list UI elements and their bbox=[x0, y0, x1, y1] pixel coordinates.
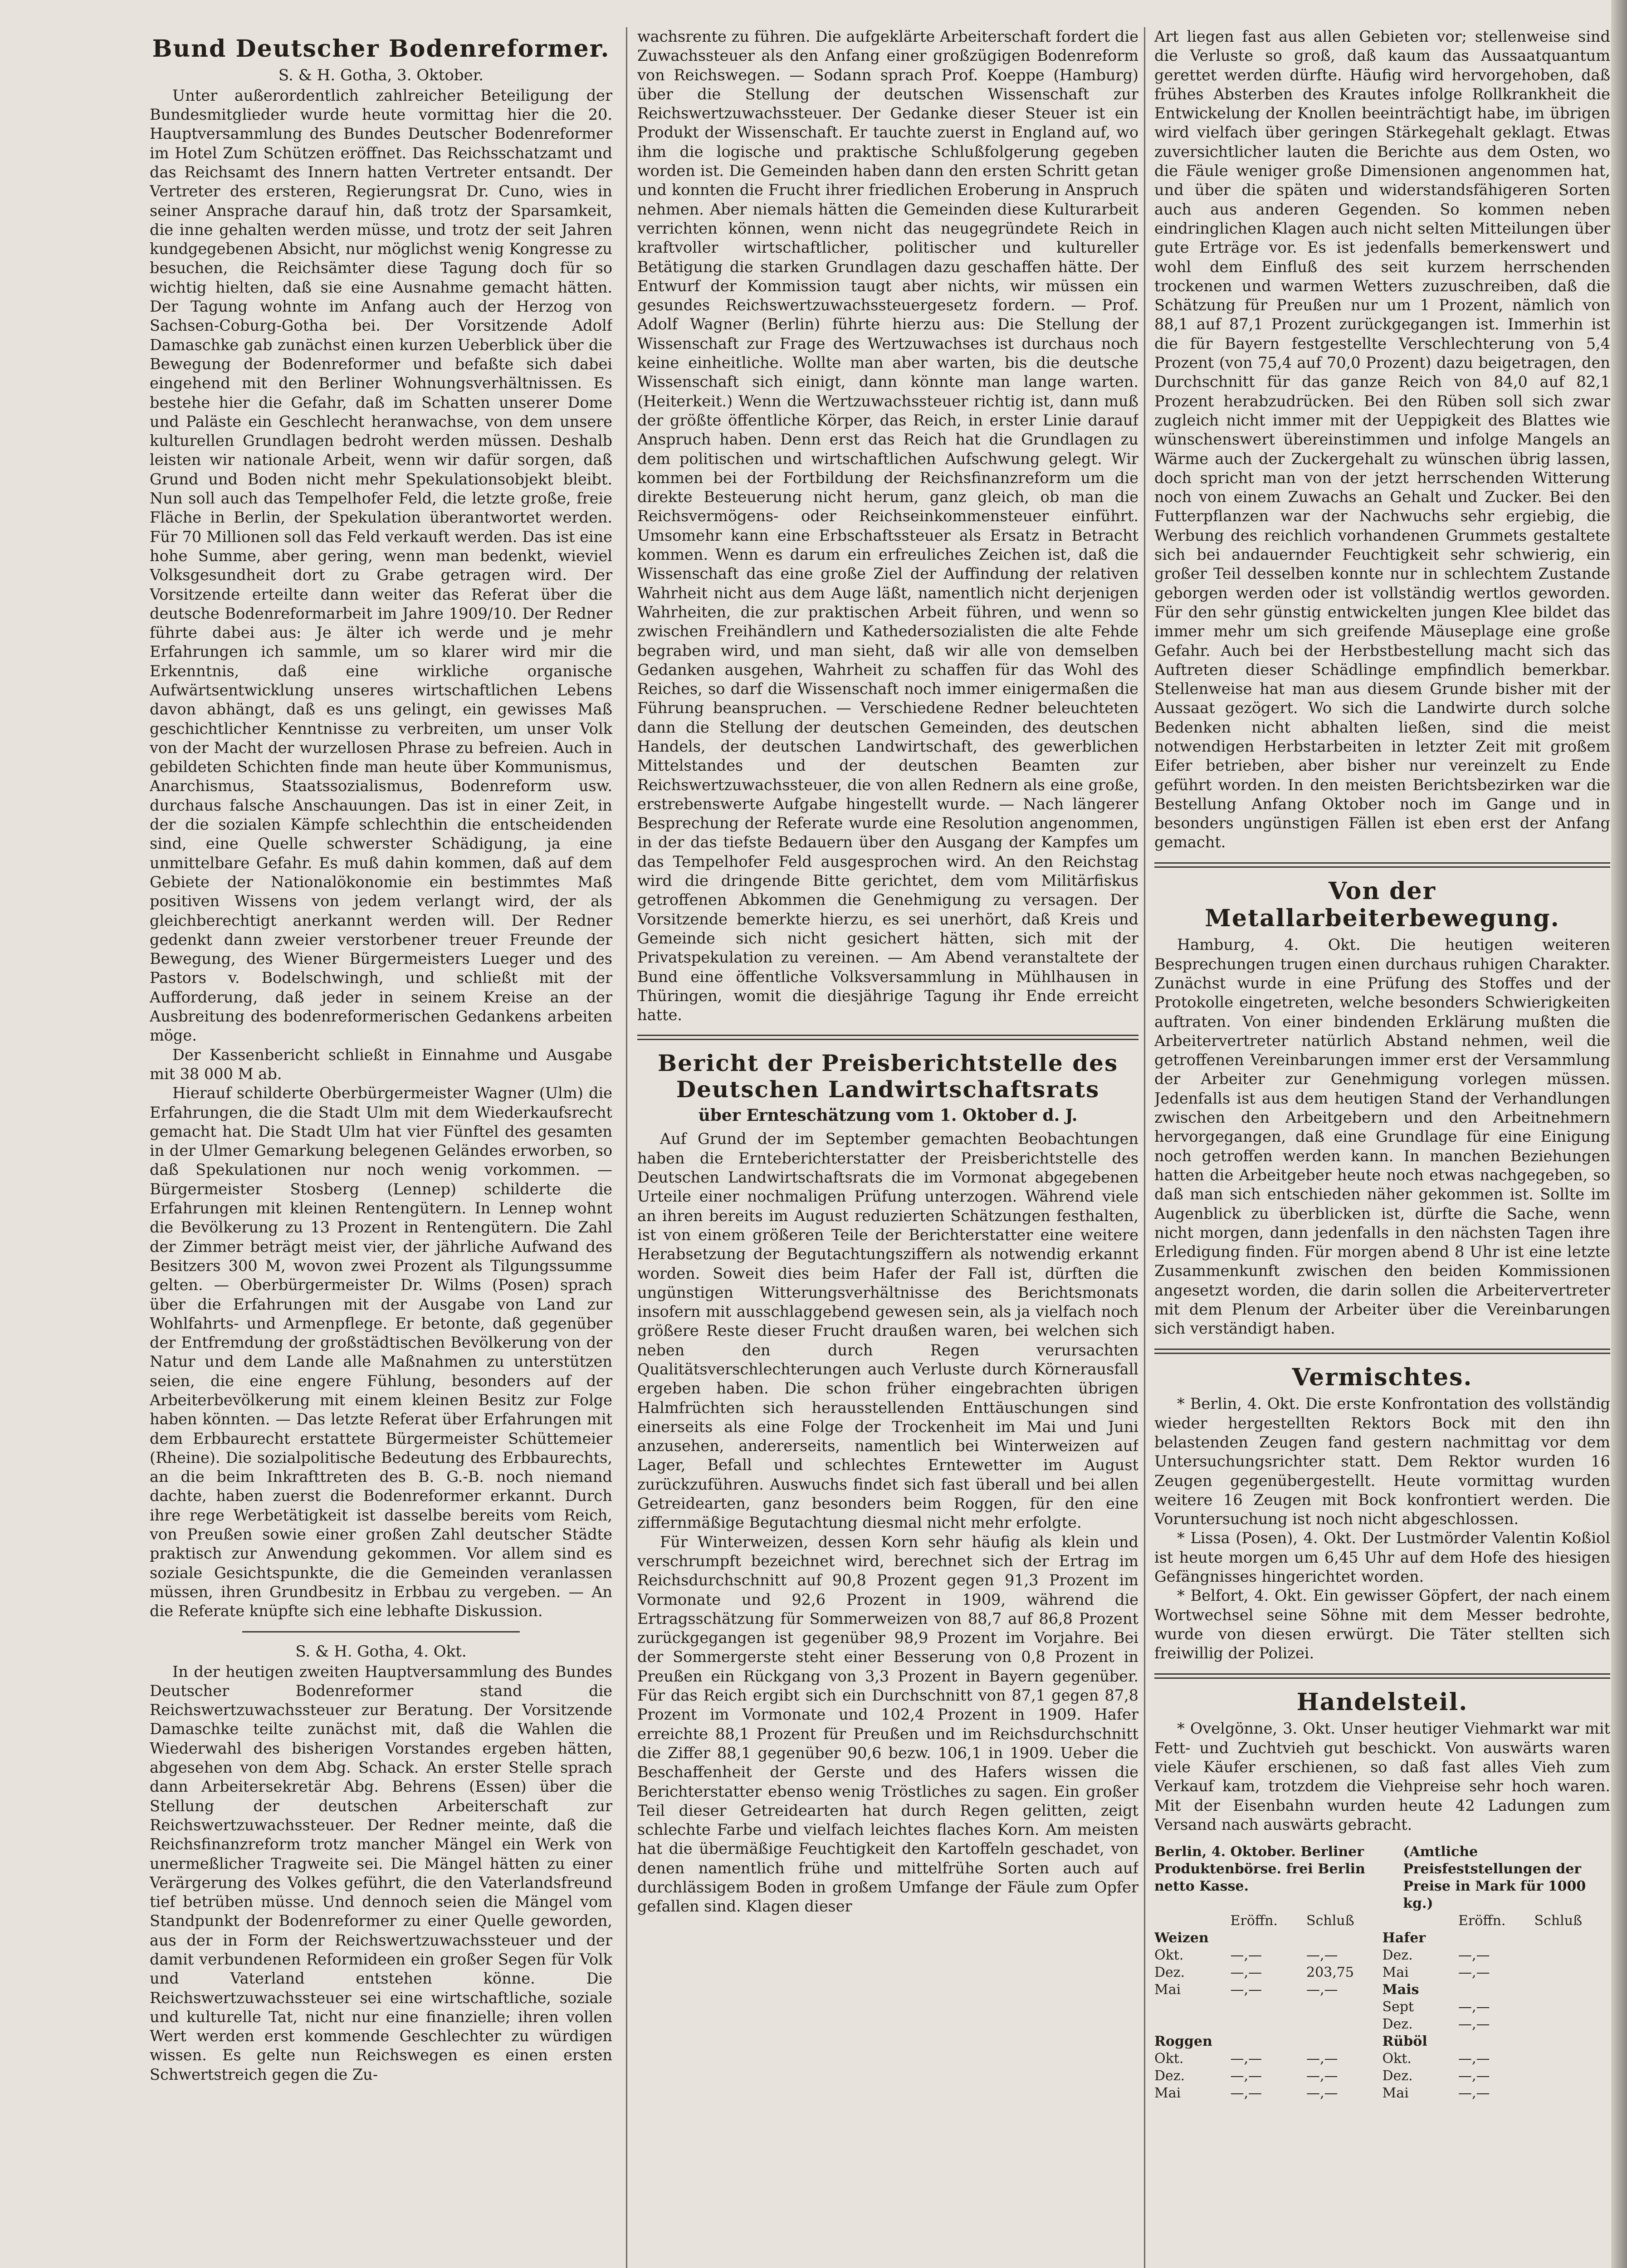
table-row bbox=[1154, 2068, 1610, 2085]
price-cell: —,— bbox=[1230, 1947, 1262, 1964]
month-label: Sept bbox=[1382, 1999, 1414, 2015]
month-label: Mai bbox=[1382, 1965, 1409, 1981]
table-row bbox=[1154, 1947, 1610, 1964]
article-paragraph: Für Winterweizen, dessen Korn sehr häufig als klein und verschrumpft bezeichnet wird, berechnet sich der Ertrag im Reichsdurchschnitt auf 90,8 Prozent gegen 91,3 Prozent im Vormonate und 92,6 Prozent in 1909, während die Ertragsschätzung für Sommerweizen von 88,7 auf 86,8 Prozent zurückgegangen ist gegenüber 98,9 Prozent im Vorjahre. Bei der Sommergerste steht einer Besserung von 0,8 Prozent in Preußen ein Rückgang von 3,3 Prozent in Bayern gegenüber. Für das Reich ergibt sich ein Durchschnitt von 87,1 gegen 87,8 Prozent im Vormonate und 102,4 Prozent in 1909. Hafer erreichte 88,1 Prozent für Preußen und im Reichsdurchschnitt die Ziffer 88,1 gegenüber 90,6 bezw. 106,1 in 1909. Ueber die Beschaffenheit der Gerste und des Hafers wissen die Berichterstatter ebenso wenig Tröstliches zu sagen. Ein großer Teil dieser Getreidearten hat durch Regen gelitten, zeigt schlechte Farbe und vielfach leichtes flaches Korn. Am meisten hat die übermäßige Feuchtigkeit den Kartoffeln geschadet, von denen namentlich frühe und mittelfrühe Sorten auch auf durchlässigem Boden in großem Umfange der Fäule zum Opfer gefallen sind. Klagen dieser bbox=[637, 1533, 1138, 1916]
month-label: Dez. bbox=[1382, 1947, 1413, 1964]
price-cell: —,— bbox=[1306, 2068, 1338, 2084]
month-label: Okt. bbox=[1154, 2051, 1184, 2067]
section-divider bbox=[242, 1631, 520, 1633]
month-label: Mai bbox=[1154, 1982, 1181, 1998]
article-paragraph: Unter außerordentlich zahlreicher Beteiligung der Bundesmitglieder wurde heute vormittag hier die 20. Hauptversammlung des Bundes Deutscher Bodenreformer im Hotel Zum Schützen eröffnet. Das Reichsschatzamt und das Reichsamt des Innern hatten Vertreter entsandt. Der Vertreter des ersteren, Regierungsrat Dr. Cuno, wies in seiner Ansprache darauf hin, daß trotz der Sparsamkeit, die inne gehalten werden müsse, und trotz der seit Jahren kundgegebenen Absicht, nur möglichst wenig Kongresse zu besuchen, die Reichsämter diese Tagung doch für so wichtig hielten, daß sie eine Ausnahme gemacht hätten. Der Tagung wohnte im Anfang auch der Herzog von Sachsen-Coburg-Gotha bei. Der Vorsitzende Adolf Damaschke gab zunächst einen kurzen Ueberblick über die Bewegung der Bodenreformer und befaßte sich dabei eingehend mit den Berliner Wohnungsverhältnissen. Es bestehe hier die Gefahr, daß im Schatten unserer Dome und Paläste ein Geschlecht heranwachse, von dem unsere kulturellen Grundlagen bedroht werden müssen. Deshalb leisten wir nationale Arbeit, wenn wir dafür sorgen, daß Grund und Boden nicht mehr Spekulationsobjekt bleibt. Nun soll auch das Tempelhofer Feld, die letzte große, freie Fläche in Berlin, der Spekulation überantwortet werden. Für 70 Millionen soll das Feld verkauft werden. Das ist eine hohe Summe, aber gering, wenn man bedenkt, wieviel Volksgesundheit dort zu Grabe getragen wird. Der Vorsitzende erteilte dann weiter das Referat über die deutsche Bodenreformarbeit im Jahre 1909/10. Der Redner führte dabei aus: Je älter ich werde und je mehr Erfahrungen ich sammle, um so klarer wird mir die Erkenntnis, daß eine wirkliche organische Aufwärtsentwicklung unseres wirtschaftlichen Lebens davon abhängt, daß es uns gelingt, ein gewisses Maß geschichtlicher Kenntnisse zu verbreiten, um unser Volk von der Macht der wurzellosen Phrase zu befreien. Auch in gebildeten Schichten finde man heute über Kommunismus, Anarchismus, Staatssozialismus, Bodenreform usw. durchaus falsche Anschauungen. Das ist in einer Zeit, in der die sozialen Kämpfe schlechthin die entscheidenden sind, eine Quelle schwerster Schädigung, ja eine unmittelbare Gefahr. Es muß dahin kommen, daß auf dem Gebiete der Nationalökonomie ein bestimmtes Maß positiven Wissens von jedem verlangt wird, der als gleichberechtigt anerkannt werden will. Der Redner gedenkt dann zweier verstorbener treuer Freunde der Bewegung, des Wiener Bürgermeisters Lueger und des Pastors v. Bodelschwingh, und schließt mit der Aufforderung, daß jeder in seinem Kreise an der Ausbreitung des bodenreformerischen Gedankens arbeiten möge. bbox=[150, 86, 612, 1045]
month-label: Mai bbox=[1154, 2085, 1181, 2102]
section-divider bbox=[1154, 1673, 1610, 1679]
price-cell: —,— bbox=[1458, 2051, 1490, 2067]
price-cell: —,— bbox=[1306, 2085, 1338, 2102]
market-header-row bbox=[1154, 1843, 1610, 1912]
table-row bbox=[1154, 1981, 1610, 1999]
news-item: * Berlin, 4. Okt. Die erste Konfrontation des vollständig wieder hergestellten Rektors Bock mit den ihn belastenden Zeugen fand gestern nachmittag vor dem Untersuchungsrichter statt. Dem Rektor wurden 16 Zeugen gegenübergestellt. Heute vormittag wurden weitere 16 Zeugen mit Bock konfrontiert werden. Die Voruntersuchung ist noch nicht abgeschlossen. bbox=[1154, 1395, 1610, 1528]
month-label: Dez. bbox=[1382, 2068, 1413, 2084]
news-item: * Lissa (Posen), 4. Okt. Der Lustmörder Valentin Koßiol ist heute morgen um 6,45 Uhr auf dem Hofe des hiesigen Gefängnisses hingerichtet worden. bbox=[1154, 1529, 1610, 1586]
market-col-close: Schluß bbox=[1534, 1913, 1583, 1929]
price-cell: —,— bbox=[1458, 1999, 1490, 2015]
market-report-table bbox=[1154, 1843, 1610, 2102]
commodity-label: Weizen bbox=[1154, 1930, 1209, 1946]
price-cell: —,— bbox=[1306, 1982, 1338, 1998]
article-paragraph: Der Kassenbericht schließt in Einnahme und Ausgabe mit 38 000 M ab. bbox=[150, 1046, 612, 1083]
article-paragraph: wachsrente zu führen. Die aufgeklärte Arbeiterschaft fordert die Zuwachssteuer als den Anfang einer großzügigen Bodenreform von Reichswegen. — Sodann sprach Prof. Koeppe (Hamburg) über die Stellung der deutschen Wissenschaft zur Reichswertzuwachssteuer. Der Gedanke dieser Steuer ist ein Produkt der Wissenschaft. Er tauchte zuerst in England auf, wo ihm die logische und praktische Schlußfolgerung gegeben worden ist. Die Gemeinden haben dann den ersten Schritt getan und konnten die Frucht ihrer friedlichen Eroberung in Anspruch nehmen. Aber niemals hätten die Gemeinden diese Kulturarbeit verrichten können, wenn nicht das neugegründete Reich in kraftvoller wirtschaftlicher, politischer und kultureller Betätigung die starken Grundlagen dazu geschaffen hätte. Der Entwurf der Kommission taugt aber nichts, wir müssen ein gesundes Reichswertzuwachssteuergesetz fordern. — Prof. Adolf Wagner (Berlin) führte hierzu aus: Die Stellung der Wissenschaft zur Frage des Wertzuwachses ist durchaus noch keine einheitliche. Wollte man aber warten, bis die deutsche Wissenschaft sich einigt, dann könnte man lange warten. (Heiterkeit.) Wenn die Wertzuwachssteuer richtig ist, dann muß der größte öffentliche Körper, das Reich, in erster Linie darauf Anspruch haben. Denn erst das Reich hat die Grundlagen zu dem politischen und wirtschaftlichen Aufschwung gelegt. Wir kommen bei der Fortbildung der Reichsfinanzreform um die direkte Besteuerung nicht herum, ganz gleich, ob man die Reichsvermögens- oder Reichseinkommensteuer einführt. Umsomehr kann eine Erbschaftssteuer als Ersatz in Betracht kommen. Wenn es darum ein erfreuliches Zeichen ist, daß die Wissenschaft das eine große Ziel der Auffindung der relativen Wahrheit nicht aus dem Auge läßt, namentlich nicht derjenigen Wahrheiten, die zur praktischen Arbeit führen, und wenn so zwischen Freihändlern und Kathedersozialisten die alte Fehde begraben wird, und man sieht, daß wir alle von demselben Gedanken ausgehen, Wahrheit zu schaffen für das Wohl des Reiches, so darf die Wissenschaft noch immer einigermaßen die Führung beanspruchen. — Verschiedene Redner beleuchteten dann die Stellung der deutschen Gemeinden, des deutschen Handels, der deutschen Landwirtschaft, des gewerblichen Mittelstandes und der deutschen Beamten zur Reichswertzuwachssteuer, die von allen Rednern als eine große, erstrebenswerte Aufgabe hingestellt wurde. — Nach längerer Besprechung der Referate wurde eine Resolution angenommen, in der das tiefste Bedauern über den Ausgang der Kampfes um das Tempelhofer Feld ausgesprochen wird. An den Reichstag wird die dringende Bitte gerichtet, dem vom Militärfiskus getroffenen Abkommen die Genehmigung zu versagen. Der Vorsitzende bemerkte hierzu, es sei unerhört, daß Kreis und Gemeinde sich nicht gesichert hätten, sich mit der Privatspekulation zu vereinen. — Am Abend veranstaltete der Bund eine öffentliche Volksversammlung in Mühlhausen in Thüringen, womit die diesjährige Tagung ihr Ende erreicht hatte. bbox=[637, 28, 1138, 1024]
article-paragraph: In der heutigen zweiten Hauptversammlung des Bundes Deutscher Bodenreformer stand die Reichswertzuwachssteuer zur Beratung. Der Vorsitzende Damaschke teilte zunächst mit, daß die Wahlen die Wiederwahl des bisherigen Vorstandes ergeben hätten, abgesehen von dem Abg. Schack. An erster Stelle sprach dann Arbeitersekretär Abg. Behrens (Essen) über die Stellung der deutschen Arbeiterschaft zur Reichswertzuwachssteuer. Der Redner meinte, daß die Reichsfinanzreform trotz mancher Mängel ein Werk von unermeßlicher Tragweite sei. Die Mängel hätten zu einer Verärgerung des Volkes geführt, die den Vaterlandsfreund tief betrüben müsse. Und dennoch seien die Mängel vom Standpunkt der Bodenreformer zu einer Quelle geworden, aus der in Form der Reichswertzuwachssteuer und der damit verbundenen Reformideen ein großer Segen für Volk und Vaterland entstehen könne. Die Reichswertzuwachssteuer sei eine wirtschaftliche, soziale und kulturelle Tat, nicht nur eine finanzielle; ihren vollen Wert werden erst kommende Geschlechter zu würdigen wissen. Es gelte nun Reichswegen es einen ersten Schwertstreich gegen die Zu- bbox=[150, 1662, 612, 2083]
price-cell: —,— bbox=[1230, 2051, 1262, 2067]
table-row bbox=[1154, 2085, 1610, 2102]
dateline-gotha-3: S. & H. Gotha, 3. Oktober. bbox=[278, 66, 484, 84]
table-row bbox=[1154, 2016, 1610, 2033]
headline-handelsteil: Handelsteil. bbox=[1296, 1688, 1468, 1716]
price-cell: —,— bbox=[1306, 2051, 1338, 2067]
price-cell: —,— bbox=[1458, 1947, 1490, 1964]
price-cell: —,— bbox=[1230, 2085, 1262, 2102]
column-3 bbox=[1154, 27, 1610, 2268]
month-label: Dez. bbox=[1382, 2016, 1413, 2033]
subheadline-ernteschaetzung: über Ernteschätzung vom 1. Oktober d. J. bbox=[698, 1106, 1078, 1125]
commodity-label: Roggen bbox=[1154, 2033, 1212, 2050]
price-cell: —,— bbox=[1230, 1965, 1262, 1981]
table-row bbox=[1154, 2033, 1610, 2050]
price-cell: —,— bbox=[1458, 2016, 1490, 2033]
market-col-open: Eröffn. bbox=[1458, 1913, 1506, 1929]
month-label: Dez. bbox=[1154, 1965, 1185, 1981]
month-label: Mai bbox=[1382, 2085, 1409, 2102]
price-cell: —,— bbox=[1458, 1965, 1490, 1981]
table-row bbox=[1154, 1999, 1610, 2016]
price-cell: —,— bbox=[1458, 2068, 1490, 2084]
market-columns-row bbox=[1154, 1912, 1610, 1930]
price-cell: —,— bbox=[1230, 1982, 1262, 1998]
article-paragraph: Hierauf schilderte Oberbürgermeister Wagner (Ulm) die Erfahrungen, die die Stadt Ulm mit dem Wiederkaufsrecht gemacht hat. Die Stadt Ulm hat vier Fünftel des gesamten in der Ulmer Gemarkung belegenen Geländes erworben, so daß Spekulationen nur noch wenig vorkommen. — Bürgermeister Stosberg (Lennep) schilderte die Erfahrungen mit kleinen Rentengütern. In Lennep wohnt die Bevölkerung zu 13 Prozent in Rentengütern. Die Zahl der Zimmer beträgt meist vier, der jährliche Aufwand des Besitzers 300 M, wovon zwei Prozent als Tilgungssumme gelten. — Oberbürgermeister Dr. Wilms (Posen) sprach über die Erfahrungen mit der Ausgabe von Land zur Wohlfahrts- und Armenpflege. Er betonte, daß gegenüber der Entfremdung der großstädtischen Bevölkerung von der Natur und dem Lande alle Maßnahmen zu unterstützen seien, die eine engere Fühlung, besonders auf der Arbeiterbevölkerung mit einem kleinen Besitz zur Folge haben könnten. — Das letzte Referat über Erfahrungen mit dem Erbbaurecht erstattete Bürgermeister Schüttemeier (Rheine). Die sozialpolitische Bedeutung des Erbbaurechts, an die beim Inkrafttreten des B. G.-B. noch niemand dachte, haben zuerst die Bodenreformer erkannt. Durch ihre rege Werbetätigkeit ist dasselbe bereits vom Reich, von Preußen sowie einer großen Zahl deutscher Städte praktisch zur Anwendung gekommen. Vor allem sind es soziale Gesichtspunkte, die die Gemeinden veranlassen müssen, ihren Grundbesitz in Erbbau zu vergeben. — An die Referate knüpfte sich eine lebhafte Diskussion. bbox=[150, 1084, 612, 1620]
month-label: Dez. bbox=[1154, 2068, 1185, 2084]
column-rule-left bbox=[626, 27, 627, 2268]
section-divider bbox=[1154, 1349, 1610, 1354]
headline-metallarbeiter: Von der Metallarbeiterbewegung. bbox=[1205, 877, 1560, 932]
headline-bodenreformer: Bund Deutscher Bodenreformer. bbox=[152, 35, 610, 63]
commodity-label: Hafer bbox=[1382, 1930, 1426, 1946]
commodity-label: Mais bbox=[1382, 1982, 1419, 1998]
section-divider bbox=[637, 1035, 1138, 1040]
market-header-left: Berlin, 4. Oktober. Berliner Produktenbörse. frei Berlin netto Kasse. bbox=[1154, 1844, 1365, 1895]
section-divider bbox=[1154, 862, 1610, 868]
news-item: * Ovelgönne, 3. Okt. Unser heutiger Viehmarkt war mit Fett- und Zuchtvieh gut beschickt. Von auswärts waren viele Käufer erschienen, so daß fast alles Vieh zum Verkauf kam, trotzdem die Viehpreise sehr hoch waren. Mit der Eisenbahn wurden heute 42 Ladungen zum Versand nach auswärts gebracht. bbox=[1154, 1720, 1610, 1833]
price-cell: —,— bbox=[1458, 2085, 1490, 2102]
article-paragraph: Hamburg, 4. Okt. Die heutigen weiteren Besprechungen trugen einen durchaus ruhigen Charakter. Zunächst wurde in eine Prüfung des Stoffes und der Protokolle eingetreten, welche besonders Schwierigkeiten auftraten. Von einer bindenden Erklärung mußten die Arbeitervertreter natürlich Abstand nehmen, weil die getroffenen Vereinbarungen immer erst der Versammlung der Arbeiter zur Genehmigung vorlegen müssen. Jedenfalls ist aus dem heutigen Stand der Verhandlungen zwischen den Arbeitgebern und den Arbeitnehmern hervorgegangen, daß eine Grundlage für eine Einigung noch getroffen werden kann. In manchen Beziehungen hatten die Arbeitgeber heute noch etwas nachgegeben, so daß man sich entschieden näher gekommen ist. Sollte im Augenblick zu überblicken ist, dürfte die Sache, wenn nicht morgen, dann jedenfalls in den nächsten Tagen ihre Erledigung finden. Für morgen abend 8 Uhr ist eine letzte Zusammenkunft zwischen den beiden Kommissionen angesetzt worden, die darin sollen die Arbeitervertreter mit dem Plenum der Arbeiter über die Vereinbarungen sich verständigt haben. bbox=[1154, 936, 1610, 1338]
month-label: Okt. bbox=[1382, 2051, 1412, 2067]
news-item: * Belfort, 4. Okt. Ein gewisser Göpfert, der nach einem Wortwechsel seine Söhne mit dem Messer bedrohte, wurde von diesen erwürgt. Die Täter stellten sich freiwillig der Polizei. bbox=[1154, 1587, 1610, 1662]
table-row bbox=[1154, 1930, 1610, 1947]
price-cell: —,— bbox=[1306, 1947, 1338, 1964]
price-cell: 203,75 bbox=[1306, 1965, 1354, 1981]
table-row bbox=[1154, 2050, 1610, 2068]
column-2 bbox=[637, 27, 1138, 2268]
market-col-open: Eröffn. bbox=[1230, 1913, 1278, 1929]
headline-preisberichtstelle: Bericht der Preisberichtstelle des Deutschen Landwirtschaftsrats bbox=[657, 1050, 1119, 1103]
market-col-close: Schluß bbox=[1306, 1913, 1354, 1929]
column-1 bbox=[150, 27, 612, 2268]
price-cell: —,— bbox=[1230, 2068, 1262, 2084]
article-paragraph: Auf Grund der im September gemachten Beobachtungen haben die Ernteberichterstatter der Preisberichtstelle des Deutschen Landwirtschaftsrats die im Vormonat abgegebenen Urteile einer nochmaligen Prüfung unterzogen. Während viele an ihren bereits im August reduzierten Schätzungen festhalten, ist von einem größeren Teile der Berichterstatter eine weitere Herabsetzung der Begutachtungsziffern als notwendig erkannt worden. Soweit dies beim Hafer der Fall ist, dürften die ungünstigen Witterungsverhältnisse des Berichtsmonats insofern mit ausschlaggebend gewesen sein, als ja vielfach noch größere Reste dieser Frucht draußen waren, bei welchen sich neben den durch Regen verursachten Qualitätsverschlechterungen auch Verluste durch Körnerausfall ergeben haben. Die schon früher eingebrachten übrigen Halmfrüchten sich herausstellenden Enttäuschungen sind einerseits als eine Folge der Trockenheit im Mai und Juni anzusehen, andererseits, namentlich bei Winterweizen auf Lager, Befall und schlechtes Erntewetter im August zurückzuführen. Auswuchs findet sich fast überall und bei allen Getreidearten, ganz besonders beim Roggen, für den eine ziffernmäßige Begutachtung diesmal nicht mehr erfolgte. bbox=[637, 1130, 1138, 1532]
table-row bbox=[1154, 1964, 1610, 1981]
column-rule-right bbox=[1144, 27, 1145, 2268]
headline-vermischtes: Vermischtes. bbox=[1292, 1363, 1473, 1391]
commodity-label: Rüböl bbox=[1382, 2033, 1427, 2050]
month-label: Okt. bbox=[1154, 1947, 1184, 1964]
dateline-gotha-4: S. & H. Gotha, 4. Okt. bbox=[295, 1642, 467, 1661]
market-header-right: (Amtliche Preisfeststellungen der Preise in Mark für 1000 kg.) bbox=[1403, 1844, 1586, 1912]
article-paragraph: Art liegen fast aus allen Gebieten vor; stellenweise sind die Verluste so groß, daß kaum das Aussaatquantum gerettet werden dürfte. Häufig wird hervorgehoben, daß frühes Absterben des Krautes infolge Rollkrankheit die Entwickelung der Knollen beeinträchtigt habe, im übrigen wird vielfach über geringen Stärkegehalt geklagt. Etwas zuversichtlicher lauten die Berichte aus dem Osten, wo die Fäule weniger große Dimensionen angenommen hat, und über die späten und widerstandsfähigeren Sorten auch aus anderen Gegenden. So kommen neben eindringlichen Klagen auch nicht selten Mitteilungen über gute Erträge vor. Es ist jedenfalls bemerkenswert und wohl dem Einfluß des seit kurzem herrschenden trockenen und warmen Wetters zuzuschreiben, daß die Schätzung für Preußen nur um 1 Prozent, nämlich von 88,1 auf 87,1 Prozent zurückgegangen ist. Immerhin ist die für Bayern festgestellte Verschlechterung von 5,4 Prozent (von 75,4 auf 70,0 Prozent) dazu beigetragen, den Durchschnitt für das ganze Reich von 84,0 auf 82,1 Prozent herabzudrücken. Bei den Rüben soll sich zwar zugleich nicht immer mit der Ueppigkeit des Blattes wie wünschenswert übereinstimmen und infolge Mangels an Wärme auch der Zuckergehalt zu wünschen übrig lassen, doch spricht man von der jetzt herrschenden Witterung noch von einem Zuwachs an Gehalt und Zucker. Bei den Futterpflanzen war der Nachwuchs sehr ergiebig, die Werbung des reichlich vorhandenen Grummets gestaltete sich bei andauernder Feuchtigkeit sehr schwierig, ein großer Teil desselben konnte nur in schlechtem Zustande geborgen werden oder ist vollständig wertlos geworden. Für den sehr günstig entwickelten jungen Klee bildet das immer mehr um sich greifende Mäuseplage eine große Gefahr. Auch bei der Herbstbestellung macht sich das Auftreten dieser Schädlinge empfindlich bemerkbar. Stellenweise hat man aus diesem Grunde bisher mit der Aussaat gezögert. Wo sich die Landwirte durch solche Bedenken nicht abhalten ließen, sind die meist notwendigen Herbstarbeiten in letzter Zeit mit großem Eifer betrieben, aber bisher nur vereinzelt zu Ende geführt worden. In den meisten Berichtsbezirken war die Bestellung Anfang Oktober noch im Gange und in besonders ungünstigen Fällen ist eben erst der Anfang gemacht. bbox=[1154, 28, 1610, 851]
page-binding-edge bbox=[1611, 0, 1627, 2268]
